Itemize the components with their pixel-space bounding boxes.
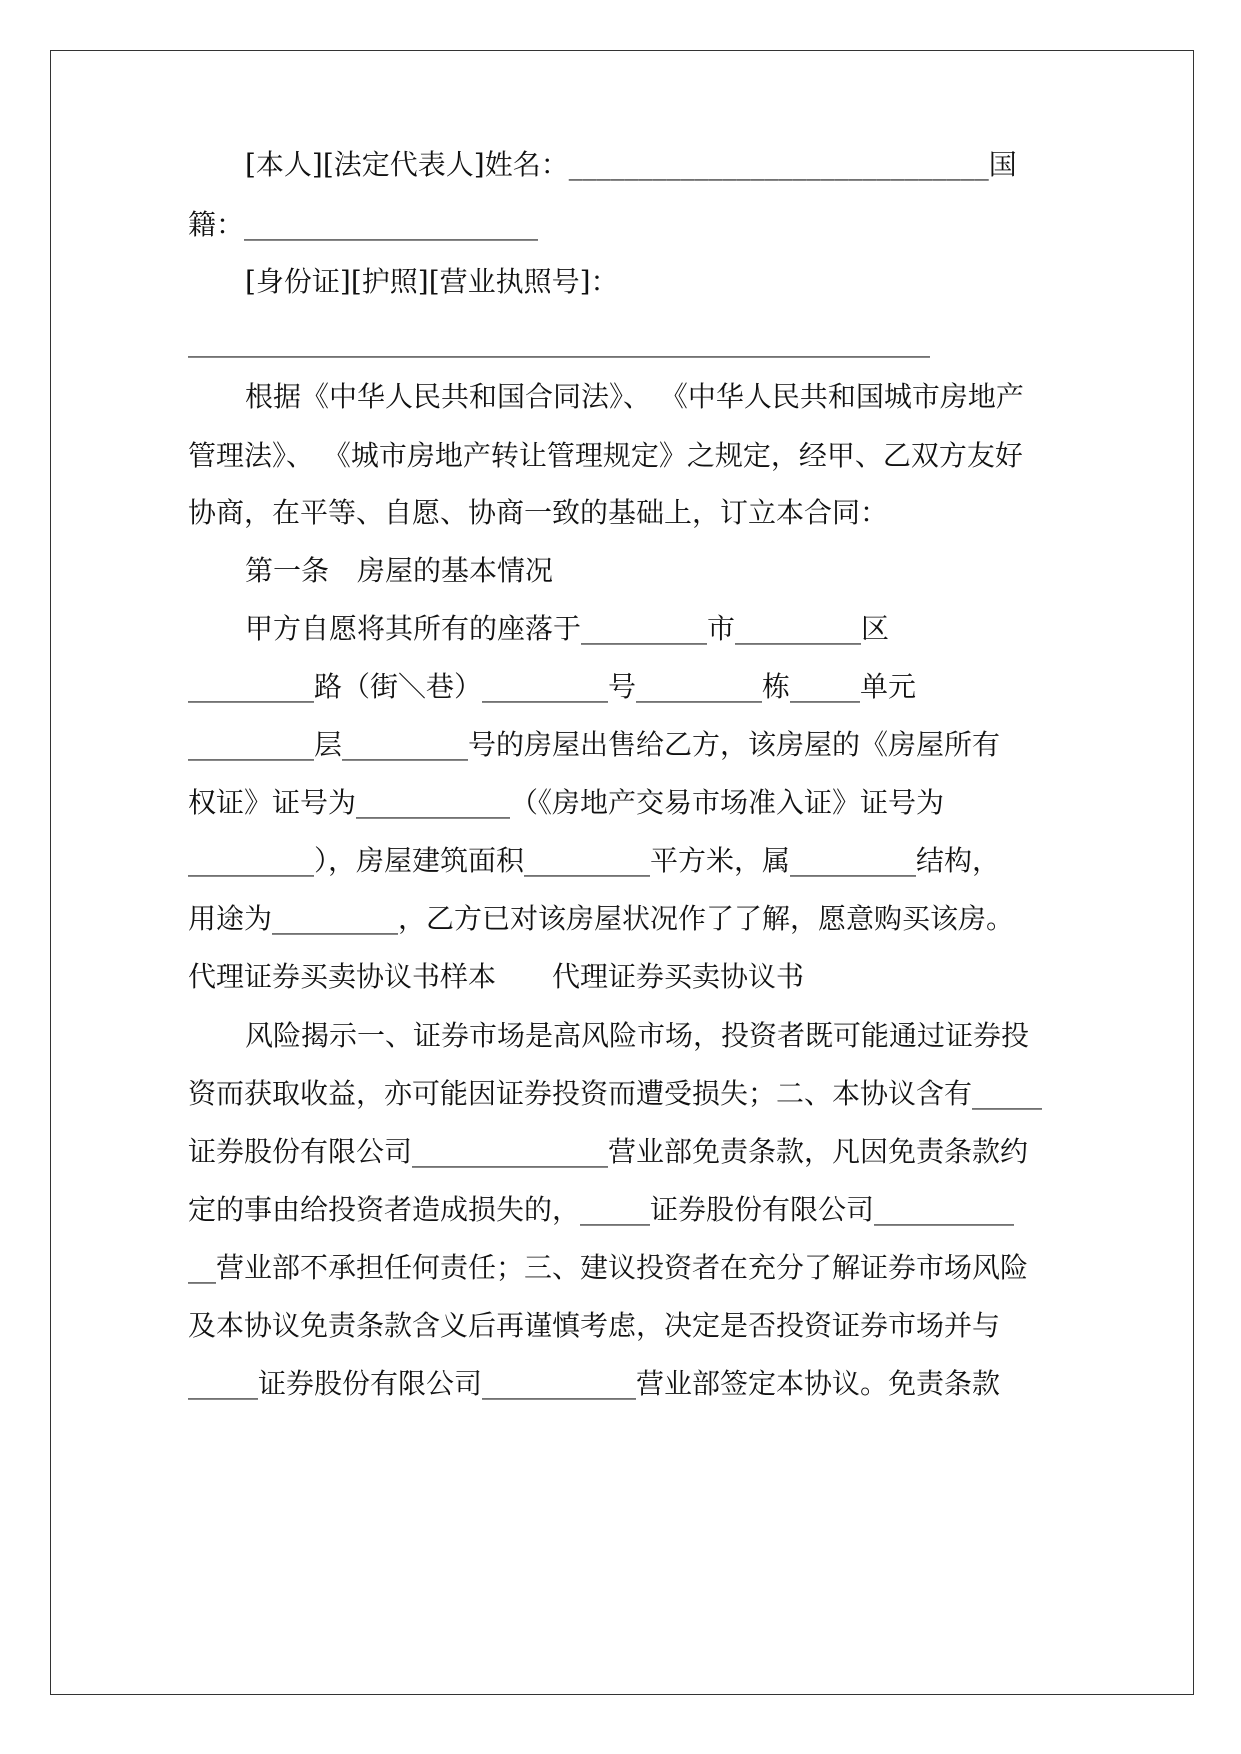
id-number-label: [身份证][护照][营业执照号]：	[245, 265, 619, 298]
risk-disclosure-line-4: 定的事由给投资者造成损失的，_____证券股份有限公司__________	[188, 1193, 1015, 1226]
risk-disclosure-line-2: 资而获取收益，亦可能因证券投资而遭受损失；二、本协议含有_____	[188, 1077, 1043, 1110]
preamble-line-1: 根据《中华人民共和国合同法》、 《中华人民共和国城市房地产	[245, 380, 1024, 413]
risk-disclosure-line-6: 及本协议免责条款含义后再谨慎考虑，决定是否投资证券市场并与	[188, 1309, 1001, 1342]
risk-disclosure-line-7: _____证券股份有限公司___________营业部签定本协议。免责条款	[188, 1367, 1001, 1400]
party-name-line: [本人][法定代表人]姓名：______________________________国	[245, 148, 1017, 181]
risk-disclosure-line-5: __营业部不承担任何责任；三、建议投资者在充分了解证券市场风险	[188, 1251, 1029, 1284]
property-line-1: 甲方自愿将其所有的座落于_________市_________区	[245, 612, 890, 645]
id-number-blank: _____________________________________________________	[188, 325, 930, 358]
property-line-4: 权证》证号为___________（《房地产交易市场准入证》证号为	[188, 786, 945, 819]
article-one-heading: 第一条 房屋的基本情况	[245, 554, 554, 587]
property-line-2: _________路（街＼巷）_________号_________栋_____单元	[188, 670, 917, 703]
nationality-line: 籍：_____________________	[188, 208, 539, 241]
preamble-line-3: 协商，在平等、自愿、协商一致的基础上，订立本合同：	[188, 496, 889, 529]
risk-disclosure-line-3: 证券股份有限公司______________营业部免责条款，凡因免责条款约	[188, 1135, 1029, 1168]
risk-disclosure-line-1: 风险揭示一、证券市场是高风险市场，投资者既可能通过证券投	[245, 1019, 1030, 1052]
property-line-3: _________层_________号的房屋出售给乙方，该房屋的《房屋所有	[188, 728, 1001, 761]
property-line-5: _________），房屋建筑面积_________平方米，属_________结构，	[188, 844, 1001, 877]
securities-agreement-title: 代理证券买卖协议书样本 代理证券买卖协议书	[188, 960, 805, 993]
property-line-6: 用途为_________，乙方已对该房屋状况作了了解，愿意购买该房。	[188, 902, 1015, 935]
preamble-line-2: 管理法》、 《城市房地产转让管理规定》之规定，经甲、乙双方友好	[188, 439, 1023, 472]
